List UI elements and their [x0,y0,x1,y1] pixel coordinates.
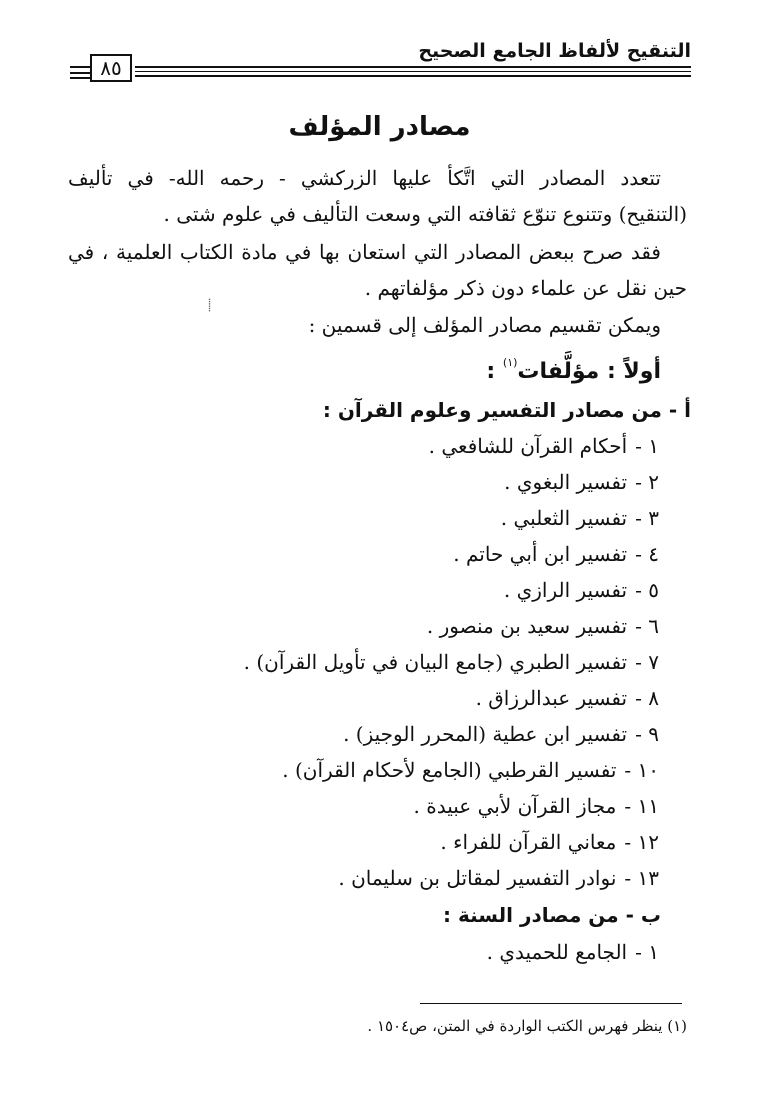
list-item-text: معاني القرآن للفراء . [440,830,617,854]
footnote-rule [420,1003,682,1004]
part-one-colon: : [486,359,496,384]
list-item-text: تفسير البغوي . [504,470,628,494]
list-item-text: تفسير ابن عطية (المحرر الوجيز) . [343,722,628,746]
list-item-text: نوادر التفسير لمقاتل بن سليمان . [338,866,617,890]
header-rule [135,66,691,68]
list-item [338,866,659,890]
list-item-number: ٥ - [635,578,659,602]
tafsir-heading: أ - من مصادر التفسير وعلوم القرآن : [322,398,691,422]
list-item [476,686,659,710]
list-item [244,650,659,674]
list-item-text: تفسير الثعلبي . [500,506,628,530]
list-item-text: تفسير الرازي . [503,578,628,602]
list-item-number: ٣ - [635,506,659,530]
header-rule [135,75,691,77]
list-item-text: تفسير الطبري (جامع البيان في تأويل القرآن) . [243,650,628,674]
sunnah-heading: ب - من مصادر السنة : [443,903,661,927]
footnote-ref: (١) [502,356,518,369]
list-item-number: ٢ - [635,470,659,494]
list-item [440,830,659,854]
header-rule [135,71,691,72]
list-item [504,470,659,494]
paragraph-line: ويمكن تقسيم مصادر المؤلف إلى قسمين : [308,313,661,337]
list-item-text: تفسير القرطبي (الجامع لأحكام القرآن) . [282,758,617,782]
list-item [427,614,659,638]
header-rule-stub [70,66,90,68]
list-item-number: ٩ - [635,722,659,746]
list-item-number: ١ - [635,434,659,458]
list-item-number: ١ - [635,940,659,964]
header-rule-stub [70,72,90,74]
paragraph-line: فقد صرح ببعض المصادر التي استعان بها في مادة الكتاب العلمية ، في [68,240,661,264]
list-item-text: الجامع للحميدي . [486,940,628,964]
footnote: (١) ينظر فهرس الكتب الواردة في المتن، ص١٥٠٤ . [367,1017,687,1035]
list-item [487,940,659,964]
list-item-number: ١٢ - [624,830,659,854]
list-item-text: أحكام القرآن للشافعي . [428,434,628,458]
section-title: مصادر المؤلف [288,112,471,142]
paragraph-line: حين نقل عن علماء دون ذكر مؤلفاتهم . [364,276,687,300]
paragraph-line: (التنقيح) وتتنوع تنوّع ثقافته التي وسعت التأليف في علوم شتى . [163,202,687,226]
paragraph-line: تتعدد المصادر التي اتَّكأ عليها الزركشي - رحمه الله- في تأليف [68,166,661,190]
list-item [343,722,659,746]
list-item [429,434,659,458]
list-item-number: ٤ - [635,542,659,566]
list-item-number: ٧ - [635,650,659,674]
list-item-text: تفسير ابن أبي حاتم . [453,542,628,566]
page-number: ٨٥ [90,54,132,82]
header-rule-stub [70,77,90,79]
list-item-number: ٨ - [635,686,659,710]
list-item [453,542,659,566]
scan-mark: ⸽ [208,298,212,312]
list-item [504,578,659,602]
list-item-number: ١٣ - [624,866,659,890]
part-one-title: أولاً : مؤلَّفات [517,359,661,384]
list-item-number: ٦ - [635,614,659,638]
list-item [282,758,659,782]
list-item [501,506,659,530]
running-title: التنقيح لألفاظ الجامع الصحيح [418,40,691,62]
list-item-number: ١١ - [624,794,659,818]
list-item [414,794,659,818]
list-item-text: تفسير سعيد بن منصور . [426,614,628,638]
part-one-heading [486,356,661,384]
list-item-text: مجاز القرآن لأبي عبيدة . [413,794,617,818]
list-item-text: تفسير عبدالرزاق . [475,686,628,710]
list-item-number: ١٠ - [624,758,659,782]
